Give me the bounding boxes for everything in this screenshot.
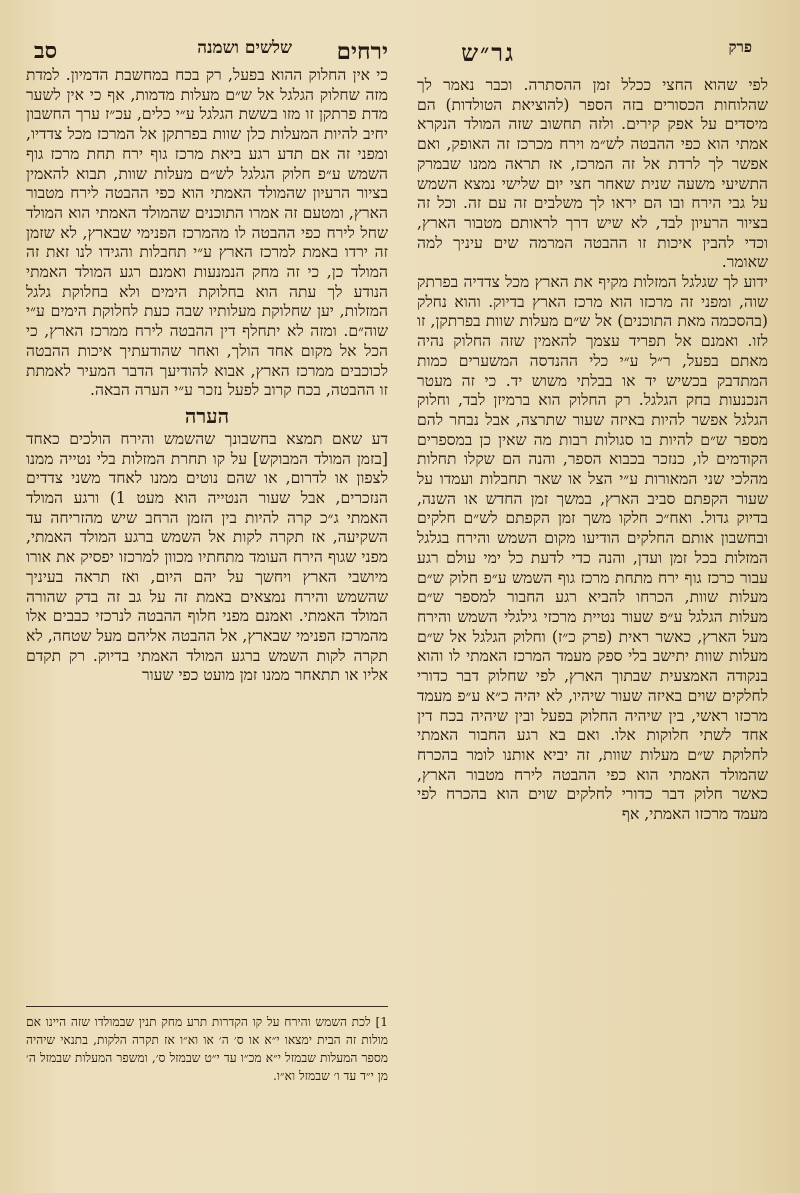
header-signature: גר״ש xyxy=(461,38,515,67)
footnote: 1] לכת השמש והירח על קו הקדרות תרע מחק תנין שבמולדו שזה היינו אם מולות זה הבית ימצאו י״א או ס׳ ה׳ או וא״ו אז תקרה הלקות, בתנאי שיהיה מספר המעלות שבמזל י״א מכ״ו עד י״ט שבמזל ס׳, ומשפר המעלות שבמזל ה׳ מן י״ד עד ו׳ שבמזל וא״ו. xyxy=(26,1015,388,1083)
left-column xyxy=(26,66,388,686)
right-paragraph-1: לפי שהוא החצי ככלל זמן ההסתרה. וכבר נאמר לך שהלוחות הכסורים בזה הספר (להוציאת הטולדות) הם מיסדים על אפק קירים. ולזה תחשוב שזה המולד הנקרא אמתי הוא כפי ההבטה לש״מ וירח מכרכז זה האופק, ואם אפשר לך לרדת אל זה המרכז, אז תראה ממנו שבמרק התשיעי משעה שנית שאחר חצי יום שלישי נמצא השמש על גבי הירח ובו הם יראו לך משלבים זה עם זה. וכל זה בציור הרעיון לבד, לא שיש דרך לראותם מטבור הארץ, וכדי להבין איכות זו ההבטה המרמה שים עיניך למה שאומר. xyxy=(417,76,768,272)
left-paragraph-1: כי אין החלוק ההוא בפעל, רק בכח במחשבת הדמיון. למדת מזה שחלוק הגלגל אל ש״ם מעלות מדמות, אף כי אין לשער מדת פרתקן זו מזו בששת הגלגל ע״י כלים, עכ״ז ערך החשבון יחיב להיות המעלות כלן שוות בפרתקן אל המרכז מכל צדדיו, ומפני זה אם תדע רגע ביאת מרכז גוף ירח תחת מרכז גוף השמש ע״פ חלוק הגלגל לש״ם מעלות שוות, תבוא להאמין בציור הרעיון שהמולד האמתי הוא כפי ההבטה לירח מטבור הארץ, ומטעם זה אמרו התוכנים שהמולד האמתי הוא המולד שחל לירח כפי ההבטה לו מהמרכז הפנימי שבארץ, לא שזמן זה ירדו באמת למרכז הארץ ע״י תחבלות והגידו לנו זאת זה המולד כן, כי זה מחק הנמנעות ואמנם רגע המולד האמתי הנודע לך עתה הוא בחלוקת הימים ולא בחלוקת גלגל המזלות, יען שחלוקת מעלותיו שבה כעת לחלוקת הימים ע״י שוה״ם. ומזה לא יתחלף דין ההבטה לירח ממרכז הארץ, כי הכל אל מקום אחד הולך, ואחר שהודעתיך איכות ההבטה לכוכבים ממרכז הארץ, אבוא להודיעך הדבר המעיר לאמתת זו ההבטה, בכח קרוב לפעל נזכר ע״י הערה הבאה. xyxy=(26,66,388,400)
header-section-label: פרק xyxy=(728,38,752,56)
section-heading: הערה xyxy=(184,403,230,428)
header-page-number: סב xyxy=(34,38,58,64)
footnote-divider xyxy=(26,1006,388,1007)
right-column xyxy=(417,76,768,825)
header-title: שלשים ושמנה xyxy=(197,38,292,58)
right-paragraph-2: ידוע לך שגלגל המזלות מקיף את הארץ מכל צדדיה בפרתק שוה, ומפני זה מרכזו הוא מרכז הארץ בדיוק. והוא נחלק (בהסכמה מאת התוכנים) אל ש״ם מעלות שוות בפרתקן, זו לזו. ואמנם אל תפריד עצמך להאמין שזה החלוק נהיה מאתם בפעל, ר״ל ע״י כלי ההנדסה המשערים כמות המתדבק בכשיש יד או בבלתי משוש יד. כי זה מעטר הנכנעות בחק הגלגל. רק החלוק הוא ברמיזן לבד, וחלוק הגלגל אפשר להיות באיזה שעור שתרצה, אבל נבחר להם מספר ש״ם להיות בו סגולות רבות מה שאין כן במספרים הקודמים לו, כנזכר בכבוא הספר, והנה הם שקלו תחלות מהלכי שני המאורות ע״י הצל או שאר תחבלות ועמדו על שעור הקפתם סביב הארץ, במשך זמן החדש או השנה, בדיוק גדול. ואח״כ חלקו משך זמן הקפתם לש״ם חלקים ובחשבון אותם החלקים הודיעו מקום השמש והירח בגלגל המזלות בכל זמן ועדן, והנה כדי לדעת כל ימי עולם רגע עבור כרכז גוף ירח מתחת מרכז גוף השמש ע״פ חלוק ש״ם מעלות שוות, הכרחו להביא רגע החבור למספר ש״ם מעלות הגלגל ע״פ שעור נטיית מרכזי גילגלי השמש והירח מעל הארץ, כאשר ראית (פרק כ״ז) וחלוק הגלגל אל ש״ם מעלות שוות יתישב בלי ספק מעמד המרכז האמתי לו והוא בנקודה האמצעית שבתוך הארץ, לפי שחלוק דבר כדורי לחלקים שוים באיזה שעור שיהיו, לא יהיה כ״א ע״פ מעמד מרכזו ראשי, בין שיהיה החלוק בפעל ובין שיהיה בכח דין אחד לשתי חלוקות אלו. ואם בא רגע החבור האמתי לחלוקת ש״ם מעלות שוות, זה יביא אותנו לומר בהכרח שהמולד האמתי הוא כפי ההבטה לירח מטבור הארץ, כאשר חלוק דבר כדורי לחלקים שוים הוא בהכרח לפי מעמד מרכזו האמתי, אף xyxy=(417,273,768,824)
left-paragraph-2: דע שאם תמצא בחשבונך שהשמש והירח הולכים כאחד [בזמן המולד המבוקש] על קו תחרת המזלות בלי נטייה ממנו לצפון או לדרום, או שהם נוטים ממנו לאחד משני צדדים הנזכרים, אבל שעור הנטייה הוא מעט 1) ורגע המולד האמתי ג״כ קרה להיות בין הזמן הרחב שיש מהזריחה עד השקיעה, אז תקרה לקות אל השמש ברגע המולד האמתי, מפני שגוף הירח העומד מתחתיו מכוון למרכזו יפסיק את אורו מיושבי הארץ ויחשך על יהם היום, ואז תראה בעיניך שהשמש והירח נמצאים באמת זה על גב זה בדק שהורה המולד האמתי. ואמנם מפני חלוף ההבטה לנרכזי כבבים אלו מהמרכז הפנימי שבארץ, אל ההבטה אליהם מעל שטחה, לא תקרה לקות השמש ברגע המולד האמתי בדיוק. רק תקדם אליו או תתאחר ממנו זמן מועט כפי שעור xyxy=(26,429,389,685)
header-chapter: ירחים xyxy=(336,38,388,65)
